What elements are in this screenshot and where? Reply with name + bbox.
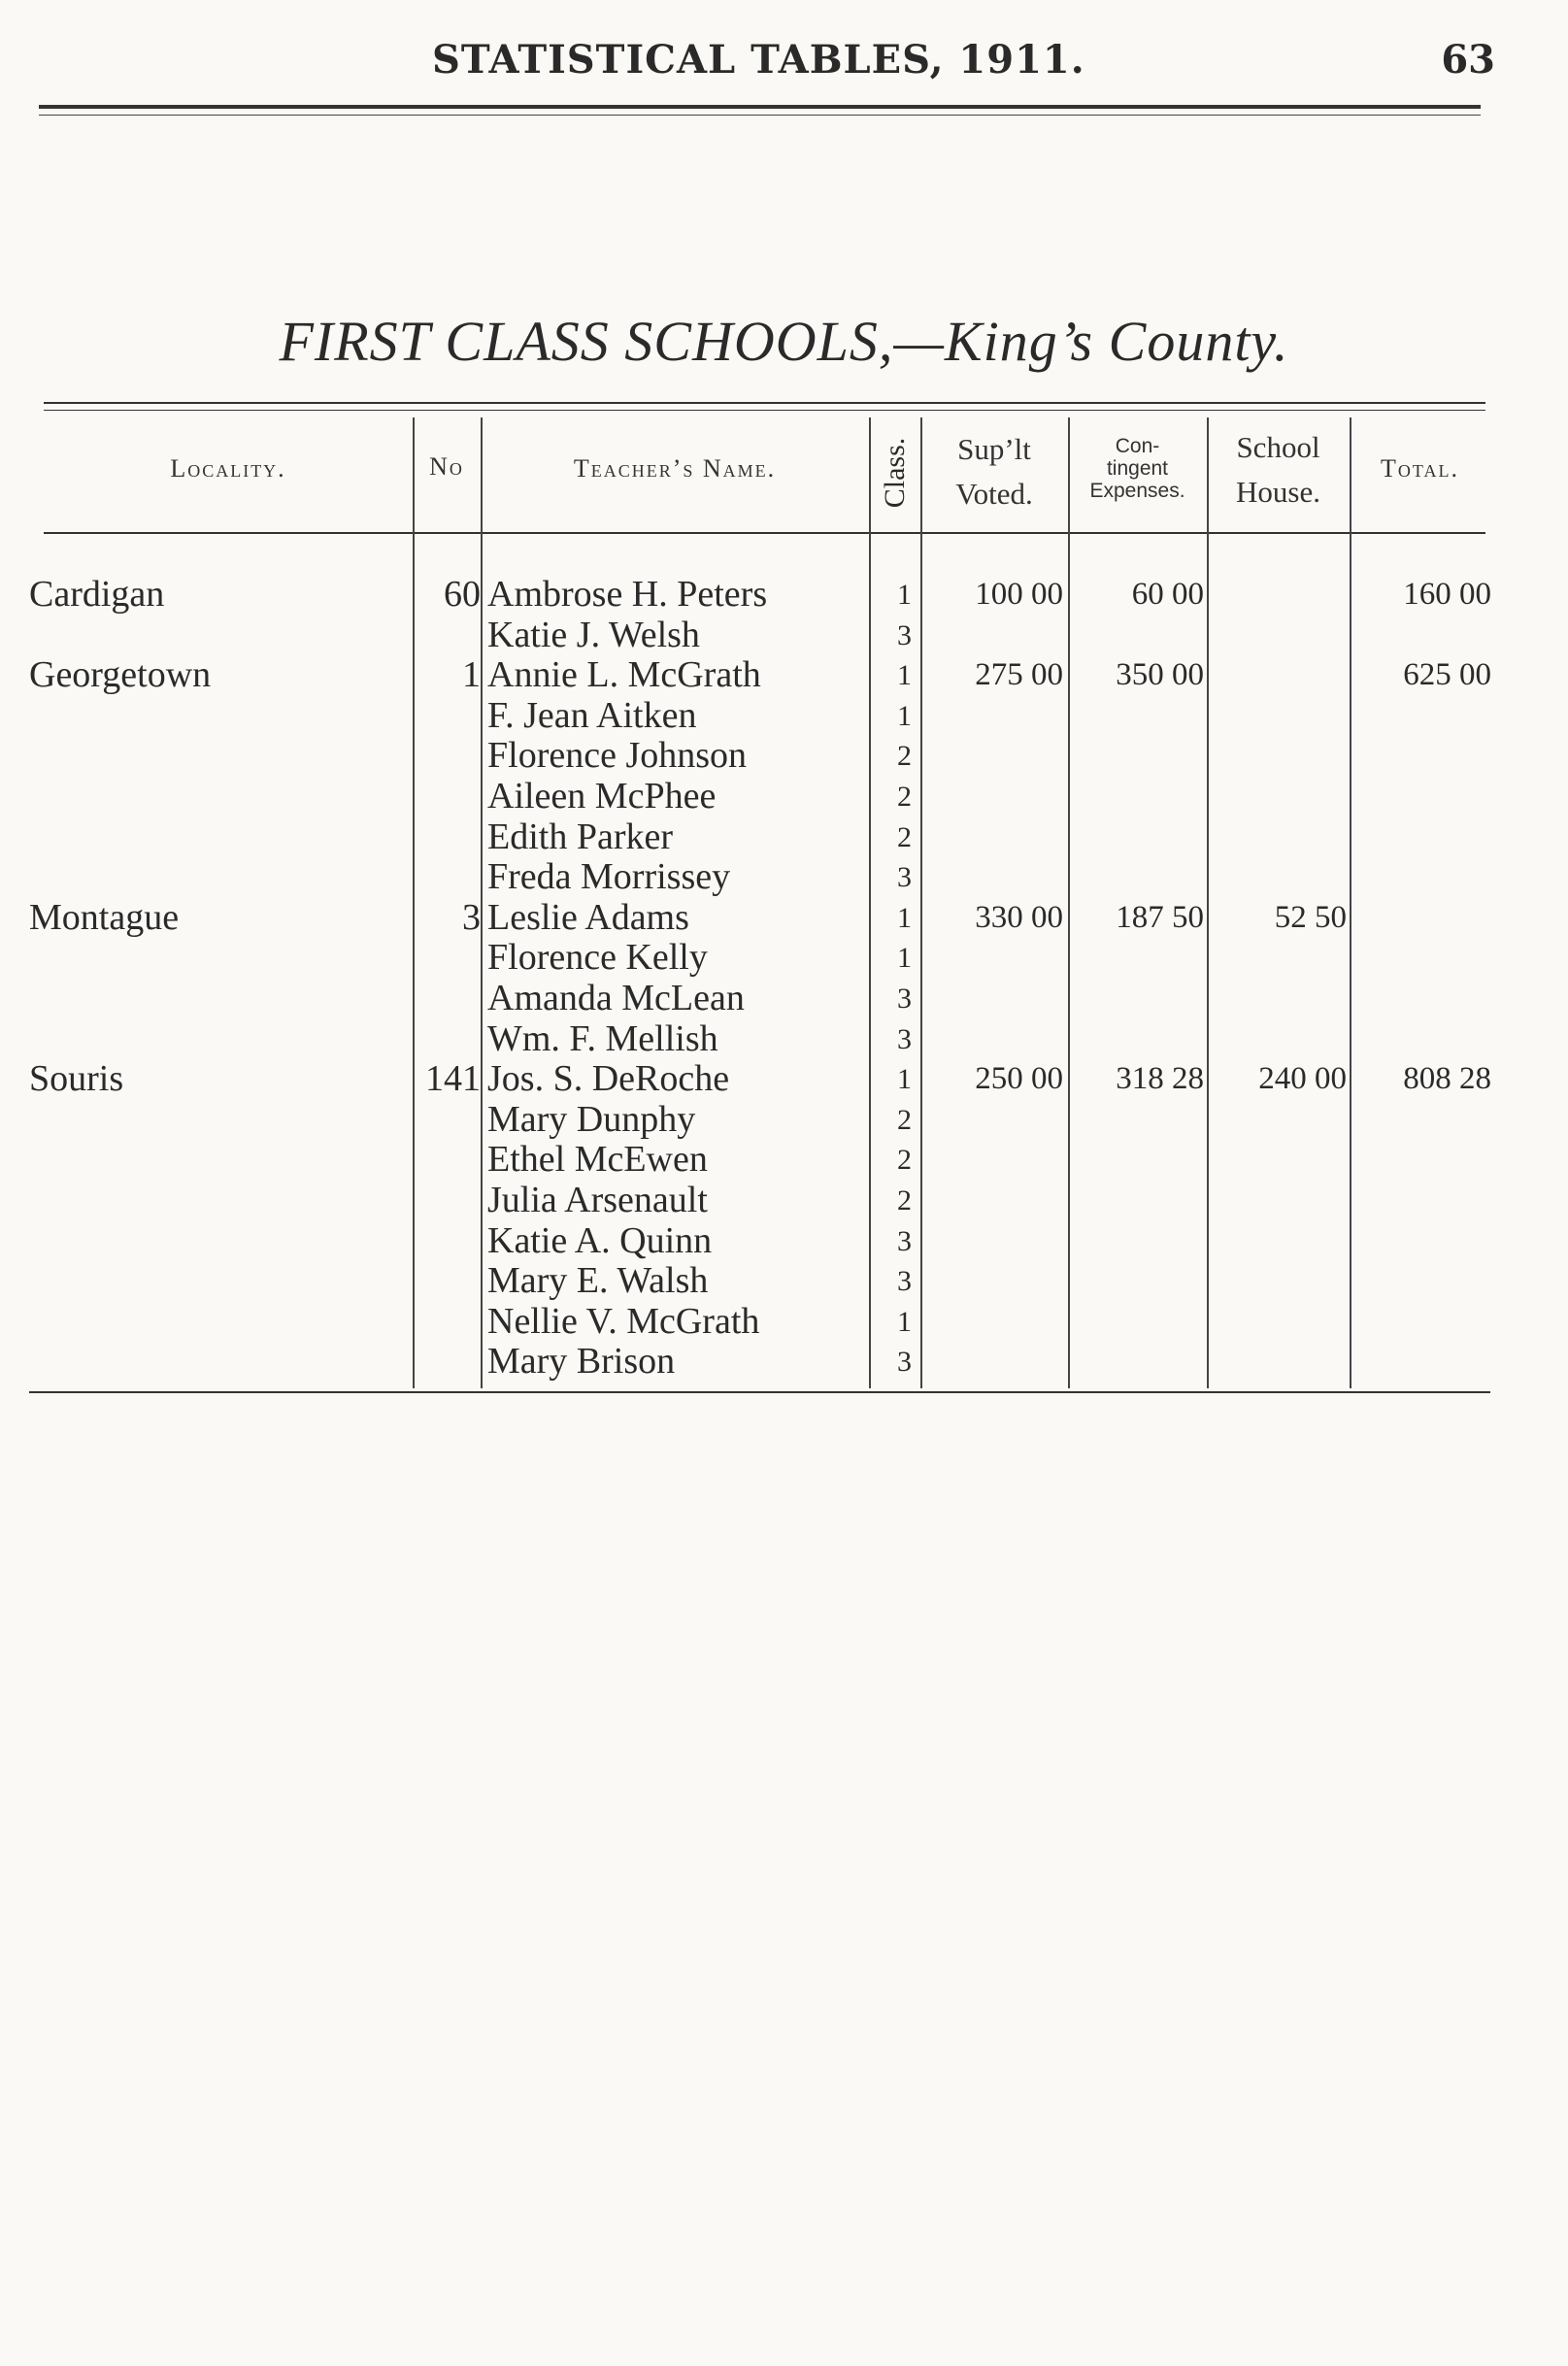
cell-teacher-name: Amanda McLean: [487, 978, 745, 1018]
cell-teacher-name: Ambrose H. Peters: [487, 574, 768, 615]
cell-class: 1: [897, 579, 912, 611]
cell-teacher-name: Annie L. McGrath: [487, 654, 761, 696]
cell-school-number: 3: [462, 896, 481, 938]
cell-locality: Montague: [29, 896, 180, 938]
cell-class: 2: [897, 740, 912, 773]
header-contingent-expenses: [1068, 435, 1207, 502]
cell-class: 2: [897, 1144, 912, 1177]
cell-school-number: 1: [462, 654, 481, 696]
cell-locality: Georgetown: [29, 654, 212, 696]
cell-class: 3: [897, 1346, 912, 1379]
header-bottom-rule: [44, 532, 1485, 534]
running-head: [39, 27, 1495, 85]
header-house-line1: School: [1236, 430, 1320, 464]
header-rule-thin: [39, 115, 1481, 116]
cell-school-number: 60: [444, 574, 481, 615]
cell-class: 2: [897, 1184, 912, 1216]
cell-teacher-name: Katie A. Quinn: [487, 1219, 713, 1261]
cell-class: 3: [897, 861, 912, 894]
cell-school-house: 52 50: [1274, 899, 1347, 935]
table-row: [0, 938, 1568, 979]
cell-total: 160 00: [1403, 577, 1491, 612]
cell-teacher-name: F. Jean Aitken: [487, 694, 697, 736]
cell-class: 1: [897, 942, 912, 975]
table-row: [0, 1019, 1568, 1060]
cell-class: 1: [897, 901, 912, 934]
table-row: [0, 1302, 1568, 1343]
table-row: [0, 857, 1568, 898]
cell-teacher-name: Ethel McEwen: [487, 1139, 708, 1181]
running-head-title: STATISTICAL TABLES, 1911.: [432, 37, 1085, 83]
header-cont-line2: tingent: [1106, 457, 1169, 480]
table-title: FIRST CLASS SCHOOLS,—King’s County.: [279, 310, 1289, 373]
cell-class: 3: [897, 1224, 912, 1257]
header-cont-line1: Con-: [1115, 435, 1160, 457]
header-house-line2: House.: [1236, 475, 1320, 509]
table-row: [0, 736, 1568, 777]
cell-locality: Souris: [29, 1058, 124, 1100]
header-sup-line1: Sup’lt: [957, 432, 1031, 466]
cell-supplement-voted: 330 00: [975, 899, 1063, 935]
cell-teacher-name: Jos. S. DeRoche: [487, 1058, 730, 1100]
cell-class: 1: [897, 659, 912, 692]
cell-teacher-name: Aileen McPhee: [487, 776, 717, 816]
cell-school-house: 240 00: [1258, 1061, 1347, 1097]
cell-contingent-expenses: 187 50: [1116, 899, 1204, 935]
table-row: [0, 817, 1568, 858]
header-school-house: [1207, 425, 1350, 515]
cell-school-number: 141: [425, 1058, 481, 1100]
header-teacher-name: Teacher’s Name.: [573, 454, 777, 483]
cell-supplement-voted: 275 00: [975, 657, 1063, 693]
table-row: [0, 1100, 1568, 1141]
header-cont-line3: Expenses.: [1089, 480, 1185, 502]
cell-teacher-name: Nellie V. McGrath: [487, 1300, 760, 1342]
cell-class: 3: [897, 1265, 912, 1298]
table-bottom-rule: [29, 1391, 1490, 1393]
cell-total: 808 28: [1403, 1061, 1491, 1097]
table-row: [0, 1221, 1568, 1262]
table-row: [0, 655, 1568, 696]
cell-contingent-expenses: 318 28: [1116, 1061, 1204, 1097]
cell-class: 2: [897, 1103, 912, 1136]
page-number: 63: [1441, 37, 1495, 83]
cell-teacher-name: Mary E. Walsh: [487, 1260, 709, 1302]
cell-class: 2: [897, 820, 912, 853]
table-row: [0, 1342, 1568, 1383]
table-row: [0, 575, 1568, 616]
cell-contingent-expenses: 350 00: [1116, 657, 1204, 693]
cell-teacher-name: Florence Johnson: [487, 735, 748, 777]
table-row: [0, 979, 1568, 1019]
cell-total: 625 00: [1403, 657, 1491, 693]
table-row: [0, 898, 1568, 939]
table-top-rule-thin: [44, 410, 1485, 411]
header-total: Total.: [1381, 454, 1459, 483]
cell-supplement-voted: 250 00: [975, 1061, 1063, 1097]
header-no: No: [429, 452, 464, 481]
cell-teacher-name: Mary Dunphy: [487, 1098, 696, 1140]
header-sup-line2: Voted.: [955, 477, 1033, 511]
cell-teacher-name: Edith Parker: [487, 816, 674, 857]
table-row: [0, 1140, 1568, 1181]
cell-class: 3: [897, 1022, 912, 1055]
cell-teacher-name: Florence Kelly: [487, 937, 708, 979]
table-top-rule: [44, 402, 1485, 404]
cell-teacher-name: Wm. F. Mellish: [487, 1017, 718, 1059]
table-row: [0, 777, 1568, 817]
cell-teacher-name: Mary Brison: [487, 1341, 676, 1383]
cell-class: 1: [897, 1063, 912, 1096]
cell-class: 1: [897, 1305, 912, 1338]
header-class: Class.: [879, 437, 911, 509]
cell-teacher-name: Katie J. Welsh: [487, 614, 700, 655]
header-locality: Locality.: [170, 454, 286, 483]
header-supplement-voted: [920, 427, 1068, 517]
table-row: [0, 1059, 1568, 1100]
header-rule-thick: [39, 105, 1481, 109]
cell-class: 1: [897, 699, 912, 732]
table-row: [0, 616, 1568, 656]
cell-teacher-name: Freda Morrissey: [487, 856, 731, 898]
cell-locality: Cardigan: [29, 574, 165, 615]
table-row: [0, 1181, 1568, 1221]
table-row: [0, 696, 1568, 737]
cell-class: 3: [897, 983, 912, 1015]
cell-class: 3: [897, 618, 912, 651]
cell-teacher-name: Julia Arsenault: [487, 1180, 708, 1220]
cell-class: 2: [897, 781, 912, 813]
cell-teacher-name: Leslie Adams: [487, 896, 689, 938]
cell-contingent-expenses: 60 00: [1131, 577, 1204, 612]
cell-supplement-voted: 100 00: [975, 577, 1063, 612]
table-row: [0, 1261, 1568, 1302]
